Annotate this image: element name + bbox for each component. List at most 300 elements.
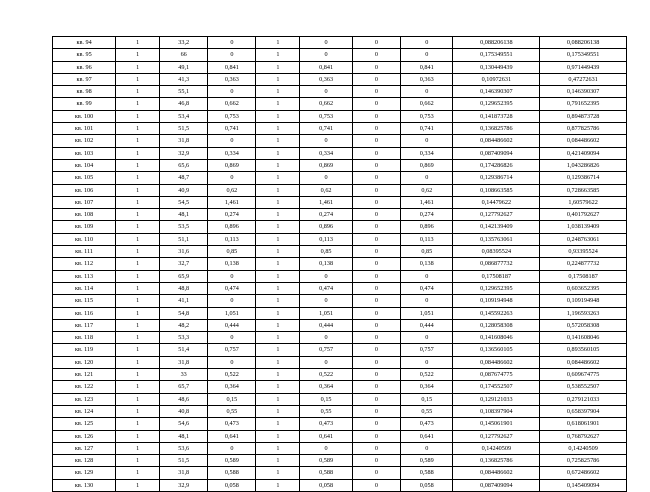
cell-area: 51,5 [160,123,208,135]
cell-unit: кв. 96 [53,61,116,73]
table-row [53,110,627,122]
cell-val2: 1 [256,49,300,61]
cell-val3: 0 [300,37,352,49]
cell-area: 54,8 [160,307,208,319]
cell-val4: 0 [352,110,400,122]
cell-val2: 1 [256,479,300,491]
cell-count: 1 [116,221,160,233]
cell-unit: кв. 120 [53,356,116,368]
cell-unit: кв. 112 [53,258,116,270]
cell-share1: 0,129386714 [453,172,540,184]
cell-share1: 0,087409094 [453,147,540,159]
cell-val4: 0 [352,258,400,270]
cell-unit: кв. 123 [53,393,116,405]
cell-val5: 0,869 [401,159,453,171]
cell-area: 31,6 [160,246,208,258]
table-row [53,61,627,73]
cell-val2: 1 [256,332,300,344]
cell-unit: кв. 100 [53,110,116,122]
table-row [53,270,627,282]
cell-val4: 0 [352,184,400,196]
cell-area: 55,1 [160,86,208,98]
table-row [53,184,627,196]
cell-val3: 0,473 [300,418,352,430]
cell-share1: 0,129121033 [453,393,540,405]
cell-val4: 0 [352,282,400,294]
cell-unit: кв. 111 [53,246,116,258]
cell-val2: 1 [256,159,300,171]
cell-share2: 0,109194948 [540,295,627,307]
cell-val4: 0 [352,73,400,85]
cell-val2: 1 [256,319,300,331]
cell-val3: 1,051 [300,307,352,319]
cell-val2: 1 [256,369,300,381]
cell-area: 32,9 [160,479,208,491]
cell-val5: 0,741 [401,123,453,135]
cell-val1: 0 [208,172,256,184]
table-row [53,356,627,368]
cell-val5: 0 [401,332,453,344]
cell-val3: 0,522 [300,369,352,381]
cell-val2: 1 [256,98,300,110]
table-row [53,344,627,356]
cell-share2: 0,146390307 [540,86,627,98]
cell-share1: 0,146390307 [453,86,540,98]
cell-unit: кв. 104 [53,159,116,171]
cell-val4: 0 [352,319,400,331]
cell-val1: 0,896 [208,221,256,233]
cell-val5: 0,15 [401,393,453,405]
cell-val1: 0,274 [208,209,256,221]
cell-val5: 0,589 [401,455,453,467]
cell-unit: кв. 118 [53,332,116,344]
cell-unit: кв. 119 [53,344,116,356]
cell-val4: 0 [352,356,400,368]
cell-val3: 0,589 [300,455,352,467]
cell-count: 1 [116,282,160,294]
cell-area: 65,9 [160,270,208,282]
cell-area: 32,9 [160,147,208,159]
table-row [53,221,627,233]
data-table [52,36,627,492]
cell-val1: 1,051 [208,307,256,319]
cell-share1: 0,10972631 [453,73,540,85]
cell-count: 1 [116,49,160,61]
cell-val1: 0,55 [208,405,256,417]
table-row [53,246,627,258]
cell-val5: 0,662 [401,98,453,110]
table-row [53,135,627,147]
cell-val5: 0 [401,135,453,147]
cell-val4: 0 [352,442,400,454]
cell-val2: 1 [256,73,300,85]
cell-val5: 0 [401,356,453,368]
cell-share1: 0,136560105 [453,344,540,356]
cell-unit: кв. 94 [53,37,116,49]
cell-val4: 0 [352,455,400,467]
cell-val4: 0 [352,307,400,319]
cell-val4: 0 [352,418,400,430]
cell-val3: 0,85 [300,246,352,258]
cell-val4: 0 [352,233,400,245]
table-row [53,479,627,491]
cell-val2: 1 [256,467,300,479]
cell-share1: 0,129652395 [453,282,540,294]
cell-val5: 0,138 [401,258,453,270]
cell-area: 48,8 [160,282,208,294]
cell-share1: 0,145061901 [453,418,540,430]
cell-share2: 0,728663585 [540,184,627,196]
cell-count: 1 [116,135,160,147]
cell-val1: 0,753 [208,110,256,122]
cell-val5: 0,364 [401,381,453,393]
cell-share1: 0,086877732 [453,258,540,270]
table-row [53,369,627,381]
cell-area: 48,1 [160,430,208,442]
cell-val1: 0 [208,442,256,454]
cell-val4: 0 [352,135,400,147]
cell-area: 41,3 [160,73,208,85]
cell-val4: 0 [352,369,400,381]
cell-count: 1 [116,270,160,282]
cell-share1: 0,141608046 [453,332,540,344]
cell-val4: 0 [352,405,400,417]
cell-share2: 0,17508187 [540,270,627,282]
cell-val1: 0,62 [208,184,256,196]
cell-val5: 0 [401,442,453,454]
cell-val5: 0,85 [401,246,453,258]
cell-unit: кв. 117 [53,319,116,331]
cell-val4: 0 [352,123,400,135]
cell-share1: 0,142139409 [453,221,540,233]
cell-val3: 0,15 [300,393,352,405]
cell-val4: 0 [352,61,400,73]
cell-unit: кв. 128 [53,455,116,467]
cell-count: 1 [116,86,160,98]
cell-val4: 0 [352,86,400,98]
cell-val5: 0,274 [401,209,453,221]
cell-area: 53,5 [160,221,208,233]
cell-val3: 0,662 [300,98,352,110]
table-row [53,393,627,405]
cell-count: 1 [116,332,160,344]
cell-val2: 1 [256,393,300,405]
cell-val2: 1 [256,246,300,258]
table-body [53,37,627,492]
table-row [53,196,627,208]
cell-count: 1 [116,37,160,49]
cell-val2: 1 [256,123,300,135]
cell-share2: 0,877825786 [540,123,627,135]
cell-unit: кв. 110 [53,233,116,245]
table-row [53,49,627,61]
table-row [53,233,627,245]
cell-val5: 0,757 [401,344,453,356]
cell-unit: кв. 125 [53,418,116,430]
cell-count: 1 [116,123,160,135]
cell-val3: 0 [300,356,352,368]
cell-count: 1 [116,455,160,467]
cell-val1: 0,522 [208,369,256,381]
cell-share2: 0,791652395 [540,98,627,110]
table-row [53,159,627,171]
cell-unit: кв. 109 [53,221,116,233]
cell-unit: кв. 105 [53,172,116,184]
cell-share2: 0,084486602 [540,135,627,147]
cell-share2: 0,088206138 [540,37,627,49]
cell-val2: 1 [256,147,300,159]
cell-share1: 0,084486602 [453,356,540,368]
cell-share2: 1,038139409 [540,221,627,233]
cell-count: 1 [116,405,160,417]
cell-share1: 0,087674775 [453,369,540,381]
cell-share1: 0,14240509 [453,442,540,454]
cell-share2: 0,603652395 [540,282,627,294]
cell-unit: кв. 108 [53,209,116,221]
table-row [53,258,627,270]
cell-val1: 0,662 [208,98,256,110]
cell-share2: 0,894873728 [540,110,627,122]
table-row [53,37,627,49]
cell-val3: 0,757 [300,344,352,356]
cell-val1: 0,588 [208,467,256,479]
cell-unit: кв. 97 [53,73,116,85]
cell-val2: 1 [256,37,300,49]
cell-share1: 0,136825786 [453,123,540,135]
cell-share2: 0,618061901 [540,418,627,430]
cell-val1: 0,869 [208,159,256,171]
cell-area: 51,1 [160,233,208,245]
table-row [53,430,627,442]
cell-count: 1 [116,172,160,184]
cell-area: 51,4 [160,344,208,356]
cell-share1: 0,136825786 [453,455,540,467]
cell-val2: 1 [256,172,300,184]
cell-val4: 0 [352,37,400,49]
cell-val2: 1 [256,184,300,196]
cell-area: 33 [160,369,208,381]
cell-share1: 0,135763061 [453,233,540,245]
cell-val4: 0 [352,467,400,479]
cell-share2: 0,175349551 [540,49,627,61]
cell-area: 53,3 [160,332,208,344]
cell-area: 54,5 [160,196,208,208]
cell-val2: 1 [256,270,300,282]
cell-val2: 1 [256,344,300,356]
table-row [53,282,627,294]
cell-unit: кв. 116 [53,307,116,319]
table-row [53,319,627,331]
cell-val5: 0 [401,270,453,282]
cell-unit: кв. 130 [53,479,116,491]
cell-area: 40,9 [160,184,208,196]
cell-val3: 0,444 [300,319,352,331]
cell-share2: 0,725825786 [540,455,627,467]
cell-val3: 0,62 [300,184,352,196]
cell-share1: 0,08395524 [453,246,540,258]
cell-val2: 1 [256,110,300,122]
cell-val1: 0 [208,37,256,49]
cell-val1: 0,741 [208,123,256,135]
cell-share2: 0,893560105 [540,344,627,356]
cell-area: 49,1 [160,61,208,73]
cell-share1: 0,088206138 [453,37,540,49]
cell-val4: 0 [352,430,400,442]
cell-val3: 0,641 [300,430,352,442]
cell-val2: 1 [256,405,300,417]
cell-count: 1 [116,381,160,393]
cell-share2: 0,145409094 [540,479,627,491]
cell-val4: 0 [352,479,400,491]
cell-unit: кв. 103 [53,147,116,159]
cell-val2: 1 [256,233,300,245]
cell-val1: 0,364 [208,381,256,393]
cell-share2: 0,658397904 [540,405,627,417]
cell-area: 41,1 [160,295,208,307]
cell-val4: 0 [352,295,400,307]
cell-count: 1 [116,98,160,110]
table-row [53,295,627,307]
cell-count: 1 [116,73,160,85]
cell-unit: кв. 106 [53,184,116,196]
cell-val2: 1 [256,196,300,208]
cell-val1: 0,334 [208,147,256,159]
cell-val4: 0 [352,246,400,258]
cell-val5: 0,55 [401,405,453,417]
cell-val1: 0 [208,86,256,98]
cell-area: 40,8 [160,405,208,417]
cell-val3: 0,896 [300,221,352,233]
cell-share1: 0,109194948 [453,295,540,307]
cell-area: 31,8 [160,467,208,479]
cell-share1: 0,14479622 [453,196,540,208]
cell-area: 53,4 [160,110,208,122]
table-row [53,332,627,344]
cell-val5: 0,522 [401,369,453,381]
cell-share2: 0,421409094 [540,147,627,159]
cell-share2: 0,279121033 [540,393,627,405]
cell-val4: 0 [352,172,400,184]
cell-val1: 0,363 [208,73,256,85]
cell-val5: 0,588 [401,467,453,479]
cell-share1: 0,145592263 [453,307,540,319]
cell-val5: 1,461 [401,196,453,208]
cell-val5: 0,444 [401,319,453,331]
cell-val3: 0,113 [300,233,352,245]
cell-share2: 0,224877732 [540,258,627,270]
cell-val3: 0 [300,295,352,307]
cell-val2: 1 [256,455,300,467]
cell-val1: 0,757 [208,344,256,356]
cell-share2: 0,971449439 [540,61,627,73]
cell-unit: кв. 114 [53,282,116,294]
cell-area: 33,2 [160,37,208,49]
cell-share2: 0,084486602 [540,356,627,368]
cell-val2: 1 [256,221,300,233]
cell-val5: 0,058 [401,479,453,491]
cell-val3: 0 [300,49,352,61]
cell-val1: 0,444 [208,319,256,331]
cell-val2: 1 [256,430,300,442]
cell-share2: 1,60579622 [540,196,627,208]
cell-val5: 0,363 [401,73,453,85]
cell-val1: 0,641 [208,430,256,442]
table-row [53,209,627,221]
cell-val3: 0,363 [300,73,352,85]
table-row [53,307,627,319]
cell-count: 1 [116,418,160,430]
cell-val2: 1 [256,442,300,454]
cell-val2: 1 [256,209,300,221]
cell-share2: 0,93395524 [540,246,627,258]
cell-unit: кв. 101 [53,123,116,135]
cell-val5: 0,334 [401,147,453,159]
cell-area: 65,7 [160,381,208,393]
cell-count: 1 [116,344,160,356]
cell-unit: кв. 115 [53,295,116,307]
cell-val5: 0,896 [401,221,453,233]
cell-unit: кв. 124 [53,405,116,417]
cell-val3: 0,474 [300,282,352,294]
cell-val3: 0 [300,135,352,147]
table-row [53,405,627,417]
cell-val1: 0,589 [208,455,256,467]
cell-share2: 0,14240509 [540,442,627,454]
cell-val4: 0 [352,381,400,393]
cell-unit: кв. 129 [53,467,116,479]
table-row [53,442,627,454]
cell-val2: 1 [256,61,300,73]
cell-val4: 0 [352,332,400,344]
cell-val5: 0,841 [401,61,453,73]
cell-count: 1 [116,356,160,368]
cell-val5: 1,051 [401,307,453,319]
cell-unit: кв. 98 [53,86,116,98]
cell-val4: 0 [352,147,400,159]
cell-val5: 0,473 [401,418,453,430]
cell-share1: 0,084486602 [453,135,540,147]
cell-val4: 0 [352,98,400,110]
table-row [53,98,627,110]
cell-val3: 0 [300,442,352,454]
cell-val5: 0 [401,37,453,49]
cell-val5: 0 [401,49,453,61]
cell-share2: 0,129386714 [540,172,627,184]
cell-val3: 0 [300,270,352,282]
cell-count: 1 [116,467,160,479]
cell-count: 1 [116,61,160,73]
cell-val2: 1 [256,418,300,430]
cell-share1: 0,108663585 [453,184,540,196]
cell-count: 1 [116,209,160,221]
cell-val3: 1,461 [300,196,352,208]
cell-area: 31,8 [160,135,208,147]
cell-val4: 0 [352,344,400,356]
cell-share1: 0,108397904 [453,405,540,417]
cell-share2: 0,572058308 [540,319,627,331]
cell-area: 46,8 [160,98,208,110]
cell-area: 54,6 [160,418,208,430]
cell-area: 32,7 [160,258,208,270]
cell-count: 1 [116,479,160,491]
cell-area: 48,1 [160,209,208,221]
cell-val3: 0,274 [300,209,352,221]
cell-val5: 0 [401,172,453,184]
cell-share1: 0,175349551 [453,49,540,61]
cell-val2: 1 [256,295,300,307]
cell-val5: 0 [401,86,453,98]
cell-count: 1 [116,147,160,159]
